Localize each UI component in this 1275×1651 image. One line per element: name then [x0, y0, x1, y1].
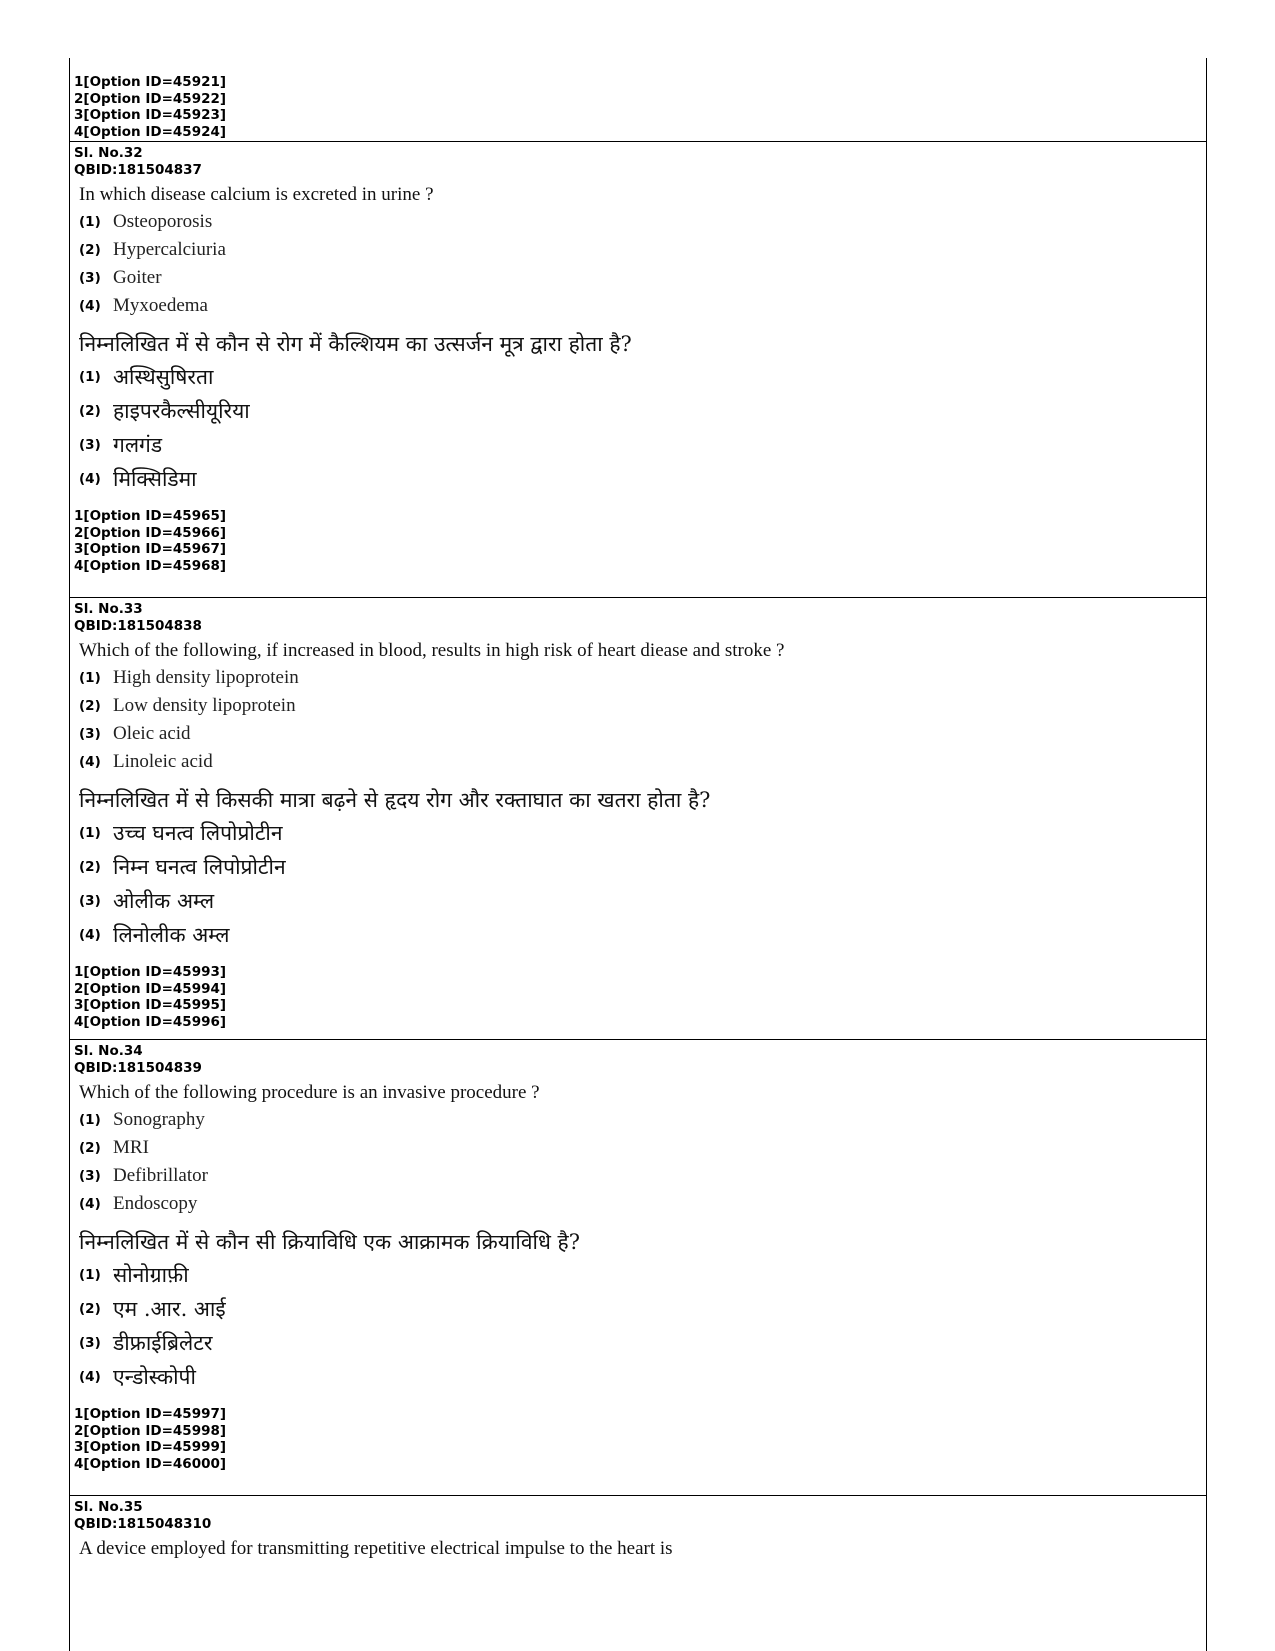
option-id: 2[Option ID=45994] [74, 980, 227, 997]
option-text: Linoleic acid [113, 751, 213, 773]
option-number: (2) [79, 1301, 101, 1318]
option-id-list [74, 1406, 1202, 1472]
qbid: QBID:1815048310 [74, 1515, 212, 1532]
option-text: ओलीक अम्ल [113, 889, 215, 914]
option-text: Hypercalciuria [113, 239, 226, 261]
option-text: सोनोग्राफ़ी [113, 1263, 189, 1288]
option-text: मिक्सिडिमा [113, 467, 197, 492]
option-text: Osteoporosis [113, 211, 213, 233]
option-english [79, 720, 1202, 748]
option-english [79, 1106, 1202, 1134]
option-id: 1[Option ID=45993] [74, 964, 227, 981]
option-text: Endoscopy [113, 1193, 198, 1215]
option-number: (1) [79, 214, 101, 231]
question-block [70, 142, 1206, 598]
option-text: MRI [113, 1137, 149, 1159]
option-id-list [74, 964, 1202, 1030]
serial-number: Sl. No.33 [74, 601, 143, 617]
option-number: (1) [79, 825, 101, 842]
option-text: Oleic acid [113, 723, 191, 745]
option-id: 1[Option ID=45965] [74, 508, 227, 525]
option-number: (4) [79, 471, 101, 488]
option-text: उच्च घनत्व लिपोप्रोटीन [113, 821, 283, 846]
question-sheet [69, 58, 1207, 1651]
option-hindi [79, 428, 1202, 462]
option-hindi [79, 1258, 1202, 1292]
option-number: (4) [79, 1196, 101, 1213]
question-header [74, 598, 1202, 634]
option-text: Defibrillator [113, 1165, 208, 1187]
option-hindi [79, 462, 1202, 496]
option-english [79, 264, 1202, 292]
option-english [79, 1134, 1202, 1162]
qbid: QBID:181504839 [74, 1059, 202, 1076]
option-text: Goiter [113, 267, 162, 289]
option-hindi [79, 1292, 1202, 1326]
option-id: 1[Option ID=45997] [74, 1406, 227, 1423]
option-number: (4) [79, 298, 101, 315]
option-id: 3[Option ID=45967] [74, 541, 227, 558]
option-number: (1) [79, 369, 101, 386]
question-header [74, 1040, 1202, 1076]
option-english [79, 664, 1202, 692]
option-text: निम्न घनत्व लिपोप्रोटीन [113, 855, 286, 880]
option-number: (4) [79, 1369, 101, 1386]
option-number: (1) [79, 1112, 101, 1129]
option-hindi [79, 884, 1202, 918]
option-hindi [79, 1326, 1202, 1360]
option-english [79, 208, 1202, 236]
qbid: QBID:181504838 [74, 617, 202, 634]
option-id: 3[Option ID=45999] [74, 1439, 227, 1456]
option-id: 2[Option ID=45922] [74, 90, 227, 107]
option-hindi [79, 816, 1202, 850]
option-number: (4) [79, 927, 101, 944]
serial-number: Sl. No.34 [74, 1043, 143, 1059]
option-hindi [79, 360, 1202, 394]
option-english [79, 1190, 1202, 1218]
question-block [70, 1496, 1206, 1646]
option-number: (4) [79, 754, 101, 771]
qbid: QBID:181504837 [74, 161, 202, 178]
question-text-english: A device employed for transmitting repetitive electrical impulse to the heart is [79, 1538, 673, 1560]
option-number: (1) [79, 670, 101, 687]
serial-number: Sl. No.35 [74, 1499, 143, 1515]
option-number: (2) [79, 859, 101, 876]
question-text-hindi: निम्नलिखित में से किसकी मात्रा बढ़ने से हृदय रोग और रक्ताघात का खतरा होता है? [79, 788, 711, 813]
option-number: (3) [79, 1335, 101, 1352]
option-id: 3[Option ID=45995] [74, 997, 227, 1014]
option-number: (3) [79, 893, 101, 910]
option-id: 4[Option ID=46000] [74, 1455, 227, 1472]
option-id-list [74, 74, 1202, 140]
question-text-english: Which of the following, if increased in blood, results in high risk of heart diease and stroke ? [79, 640, 785, 662]
question-block [70, 1040, 1206, 1496]
option-text: अस्थिसुषिरता [113, 365, 214, 390]
option-text: Myxoedema [113, 295, 208, 317]
option-text: लिनोलीक अम्ल [113, 923, 230, 948]
option-number: (2) [79, 242, 101, 259]
question-text-english: In which disease calcium is excreted in urine ? [79, 184, 434, 206]
serial-number: Sl. No.32 [74, 145, 143, 161]
option-id: 2[Option ID=45998] [74, 1422, 227, 1439]
option-id: 3[Option ID=45923] [74, 107, 227, 124]
question-header [74, 1496, 1202, 1532]
option-number: (2) [79, 698, 101, 715]
option-number: (3) [79, 270, 101, 287]
option-id: 4[Option ID=45924] [74, 123, 227, 140]
option-english [79, 236, 1202, 264]
option-text: गलगंड [113, 433, 163, 458]
option-number: (3) [79, 1168, 101, 1185]
option-text: Sonography [113, 1109, 205, 1131]
question-text-hindi: निम्नलिखित में से कौन से रोग में कैल्शियम का उत्सर्जन मूत्र द्वारा होता है? [79, 332, 632, 357]
option-english [79, 292, 1202, 320]
option-hindi [79, 1360, 1202, 1394]
option-id-list [74, 508, 1202, 574]
option-text: एन्डोस्कोपी [113, 1365, 196, 1390]
option-id: 4[Option ID=45968] [74, 557, 227, 574]
option-english [79, 748, 1202, 776]
option-number: (2) [79, 1140, 101, 1157]
question-block [70, 598, 1206, 1040]
option-id: 1[Option ID=45921] [74, 74, 227, 90]
option-text: एम .आर. आई [113, 1297, 226, 1322]
option-id: 4[Option ID=45996] [74, 1013, 227, 1030]
option-hindi [79, 918, 1202, 952]
question-header [74, 142, 1202, 178]
question-text-hindi: निम्नलिखित में से कौन सी क्रियाविधि एक आक्रामक क्रियाविधि है? [79, 1230, 580, 1255]
option-hindi [79, 850, 1202, 884]
option-text: Low density lipoprotein [113, 695, 296, 717]
option-text: डीफ्राईब्रिलेटर [113, 1331, 213, 1356]
option-number: (1) [79, 1267, 101, 1284]
option-ids-block [70, 58, 1206, 142]
option-id: 2[Option ID=45966] [74, 524, 227, 541]
option-english [79, 692, 1202, 720]
option-text: हाइपरकैल्सीयूरिया [113, 399, 250, 424]
option-hindi [79, 394, 1202, 428]
option-number: (2) [79, 403, 101, 420]
option-text: High density lipoprotein [113, 667, 299, 689]
option-english [79, 1162, 1202, 1190]
question-text-english: Which of the following procedure is an invasive procedure ? [79, 1082, 540, 1104]
option-number: (3) [79, 726, 101, 743]
option-number: (3) [79, 437, 101, 454]
